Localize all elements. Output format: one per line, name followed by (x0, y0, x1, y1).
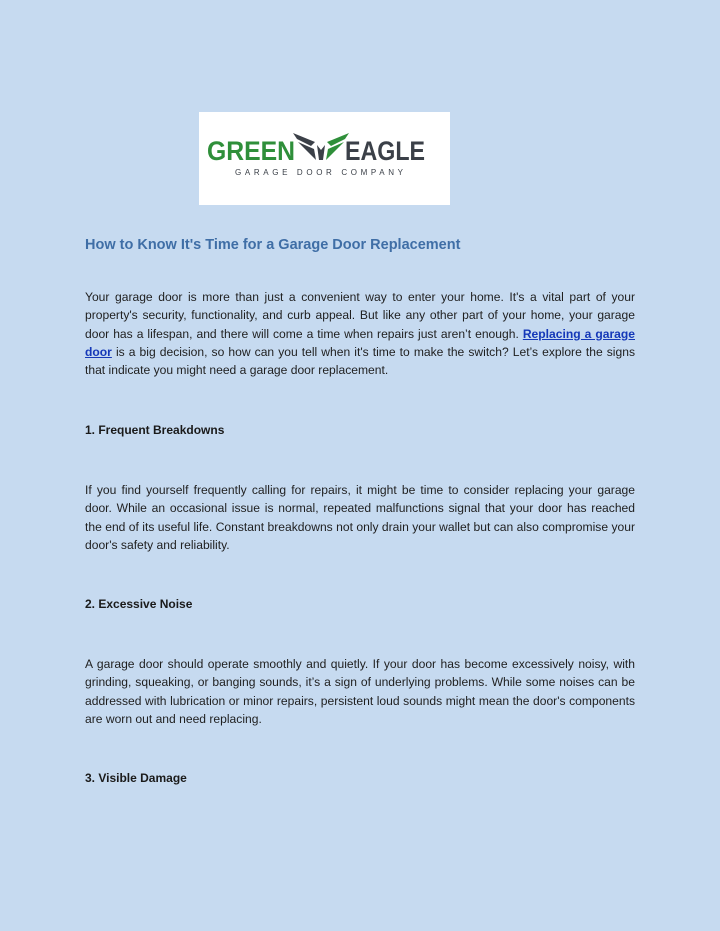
section-body-excessive-noise: A garage door should operate smoothly and quietly. If your door has become excessively noisy, with grinding, squeaking, or banging sounds, it’s a sign of underlying problems. While some noises can be addressed with lubrication or minor repairs, persistent loud sounds might mean the door's components are worn out and need replacing. (85, 657, 635, 726)
logo-word-eagle: EAGLE (345, 136, 425, 166)
intro-text-before-link: Your garage door is more than just a convenient way to enter your home. It's a vital part of your property's security, functionality, and curb appeal. But like any other part of your home, your garage door has a lifespan, and there will come a time when repairs just aren’t enough. (85, 290, 635, 341)
article-title: How to Know It's Time for a Garage Door Replacement (85, 237, 461, 253)
eagle-wings-icon (293, 133, 349, 160)
logo-tagline: GARAGE DOOR COMPANY (235, 168, 403, 177)
section-heading-excessive-noise: 2. Excessive Noise (85, 597, 193, 611)
section-body-frequent-breakdowns: If you find yourself frequently calling for repairs, it might be time to consider replacing your garage door. While an occasional issue is normal, repeated malfunctions signal that your door has reached the end of its useful life. Constant breakdowns not only drain your wallet but can also compromise your door's safety and reliability. (85, 483, 635, 552)
intro-paragraph (85, 288, 635, 379)
intro-text-after-link: is a big decision, so how can you tell when it's time to make the switch? Let’s explore the signs that indicate you might need a garage door replacement. (85, 344, 635, 378)
green-eagle-logo-graphic (199, 112, 450, 205)
company-logo (199, 112, 450, 205)
section-heading-frequent-breakdowns: 1. Frequent Breakdowns (85, 423, 225, 437)
section-heading-visible-damage: 3. Visible Damage (85, 771, 187, 785)
logo-word-green: GREEN (207, 136, 295, 166)
replacing-garage-door-link[interactable]: Replacing a garage door (85, 326, 635, 359)
